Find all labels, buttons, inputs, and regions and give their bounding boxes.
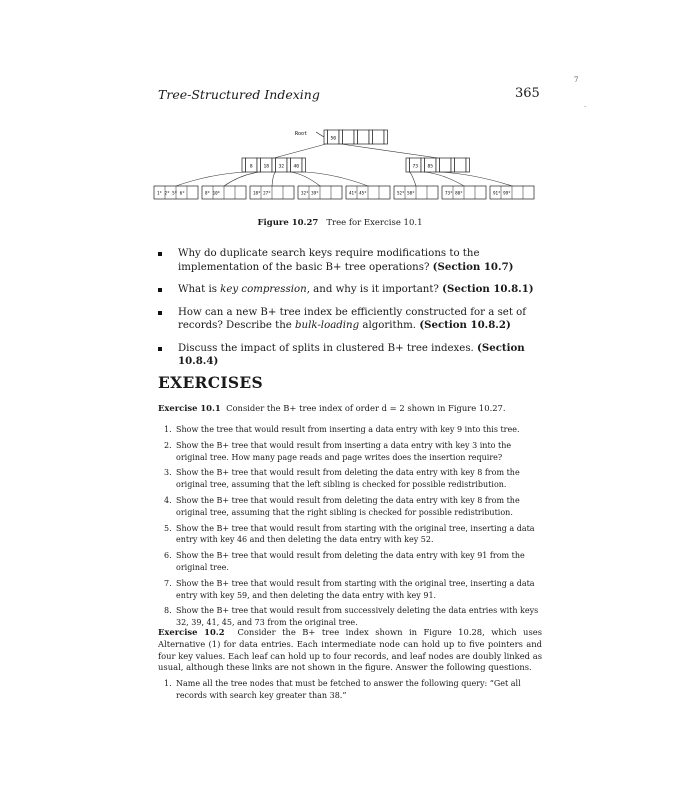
pointer-cell — [324, 130, 328, 144]
leaf-node — [202, 186, 246, 199]
leaf-entries: 52* 58* — [397, 190, 415, 196]
exercise-1-intro — [158, 403, 542, 415]
leaf-entries: 32* 39* — [301, 190, 319, 196]
review-question-term: bulk-loading — [295, 320, 360, 331]
exercise-item — [164, 678, 540, 702]
tree-edge — [272, 172, 276, 186]
tree-edge — [274, 144, 326, 158]
running-head: Tree-Structured Indexing — [158, 87, 320, 102]
review-question-text: Why do duplicate search keys require modifications to the implementation of the basic B+ tree operations? — [178, 248, 480, 273]
key-cell — [358, 130, 370, 144]
exercise-item-number: 3. — [164, 468, 172, 478]
leaf-entries: 41* 45* — [349, 190, 367, 196]
key-value: 85 — [427, 164, 434, 170]
tree-edge — [341, 144, 438, 158]
tree-edge — [425, 172, 465, 186]
review-question-term: key compression — [220, 284, 307, 295]
leaf-node — [346, 186, 390, 199]
exercise-item — [164, 605, 540, 629]
exercise-2-label: Exercise 10.2 — [158, 627, 225, 637]
key-cell — [373, 130, 385, 144]
pointer-cell — [339, 130, 343, 144]
pointer-cell — [354, 130, 358, 144]
dot-mark: . — [584, 101, 587, 109]
leaf-entries: 1* 2* 5* 6* — [157, 190, 185, 196]
root-node — [324, 130, 388, 144]
figure-caption-label: Figure 10.27 — [257, 218, 319, 228]
b-plus-tree-figure — [150, 118, 540, 208]
leaf-entries: 8* 10* — [205, 190, 221, 196]
exercise-item-text: Show the B+ tree that would result from starting with the original tree, inserting a data entry with key 46 and then deleting the data entry with key 52. — [176, 523, 535, 545]
tree-edge — [410, 172, 417, 186]
review-question — [158, 283, 550, 297]
pointer-cell — [406, 158, 410, 172]
internal-node-right — [406, 158, 470, 172]
exercise-item — [164, 550, 540, 574]
exercise-item-text: Show the tree that would result from inserting a data entry with key 9 into this tree. — [176, 425, 520, 434]
root-label: Root — [295, 131, 308, 137]
exercise-1-items — [164, 424, 540, 633]
key-value: 50 — [330, 136, 337, 142]
leaf-node — [490, 186, 534, 199]
exercise-item-number: 6. — [164, 551, 172, 561]
exercise-2-text: Consider the B+ tree index shown in Figure 10.28, which uses Alternative (1) for data entries. Each intermediate node can hold up to five pointers and four key values. Each leaf can hold up to four records, and leaf nodes are doubly linked as usual, although these links are not shown in the figure. Answer the following questions. — [158, 627, 542, 673]
leaf-node — [250, 186, 294, 199]
pointer-cell — [242, 158, 246, 172]
review-question — [158, 342, 550, 369]
key-cell — [343, 130, 355, 144]
key-cell — [455, 158, 467, 172]
exercise-item-number: 7. — [164, 578, 172, 588]
exercise-item-text: Show the B+ tree that would result from deleting the data entry with key 8 from the original tree, assuming that the right sibling is checked for possible redistribution. — [176, 495, 520, 517]
exercise-item — [164, 578, 540, 602]
key-value: 32 — [278, 164, 285, 170]
exercise-item — [164, 523, 540, 547]
key-value: 8 — [249, 164, 253, 170]
leaf-node — [154, 186, 198, 199]
section-reference: (Section 10.7) — [432, 260, 514, 273]
review-questions-list — [158, 247, 550, 378]
pointer-cell — [421, 158, 425, 172]
exercises-heading: EXERCISES — [158, 373, 264, 392]
tree-edge — [306, 172, 369, 186]
exercise-item-text: Show the B+ tree that would result from starting with the original tree, inserting a data entry with key 59, and then deleting the data entry with key 91. — [176, 578, 535, 600]
leaf-level — [154, 186, 534, 199]
key-value: 40 — [293, 164, 300, 170]
exercise-item — [164, 424, 540, 436]
review-question-text: How can a new B+ tree index be efficiently constructed for a set of records? Describe the — [178, 306, 527, 331]
pointer-cell — [257, 158, 261, 172]
key-value: 73 — [412, 164, 419, 170]
leaf-entries: 18* 27* — [253, 190, 271, 196]
leaf-entries: 91* 99* — [493, 190, 511, 196]
exercise-item-number: 4. — [164, 495, 172, 505]
review-question-text: , and why is it important? — [306, 284, 439, 295]
exercise-1-text: Consider the B+ tree index of order d = 2 shown in Figure 10.27. — [226, 403, 506, 413]
review-question-text: algorithm. — [359, 320, 417, 331]
review-question-text: Discuss the impact of splits in clustered B+ tree indexes. — [178, 342, 474, 354]
section-reference: (Section 10.8.4) — [178, 341, 525, 367]
leaf-node — [442, 186, 486, 199]
pointer-cell — [436, 158, 440, 172]
exercise-item-number: 1. — [164, 679, 172, 688]
tree-edge — [291, 172, 321, 186]
exercise-item — [164, 495, 540, 519]
pointer-cell — [302, 158, 306, 172]
section-reference: (Section 10.8.2) — [419, 319, 511, 331]
exercise-item — [164, 440, 540, 464]
exercise-item-text: Name all the tree nodes that must be fetched to answer the following query: “Get all records with search key greater than 38.” — [176, 679, 521, 700]
page-number: 365 — [515, 86, 540, 101]
exercise-item-number: 1. — [164, 425, 172, 434]
figure-caption-text: Tree for Exercise 10.1 — [326, 218, 423, 228]
exercise-item — [164, 467, 540, 491]
exercise-1-label: Exercise 10.1 — [158, 403, 221, 413]
exercise-item-number: 8. — [164, 606, 172, 616]
pointer-cell — [466, 158, 470, 172]
tree-edge — [224, 172, 261, 186]
pointer-cell — [369, 130, 373, 144]
pointer-cell — [272, 158, 276, 172]
pointer-cell — [384, 130, 388, 144]
key-value: 18 — [263, 164, 270, 170]
exercise-item-text: Show the B+ tree that would result from inserting a data entry with key 3 into the original tree. How many page reads and page writes does the insertion require? — [176, 440, 512, 462]
exercise-item-number: 5. — [164, 523, 172, 533]
review-question-text: What is — [178, 284, 221, 295]
exercise-item-number: 2. — [164, 440, 172, 450]
leaf-node — [298, 186, 342, 199]
pointer-cell — [451, 158, 455, 172]
exercise-item-text: Show the B+ tree that would result from deleting the data entry with key 8 from the original tree, assuming that the left sibling is checked for possible redistribution. — [176, 468, 520, 490]
figure-caption — [0, 218, 680, 228]
leaf-node — [394, 186, 438, 199]
corner-mark: 7 — [574, 76, 579, 84]
tree-edge — [176, 172, 246, 186]
exercise-2-items — [164, 678, 540, 706]
exercise-item-text: Show the B+ tree that would result from successively deleting the data entries with keys 32, 39, 41, 45, and 73 from the original tree. — [176, 606, 539, 628]
key-cell — [440, 158, 452, 172]
leaf-entries: 73* 80* — [445, 190, 463, 196]
internal-node-left — [242, 158, 306, 172]
review-question — [158, 306, 550, 333]
exercise-item-text: Show the B+ tree that would result from deleting the data entry with key 91 from the original tree. — [176, 551, 525, 572]
section-reference: (Section 10.8.1) — [442, 283, 534, 295]
pointer-cell — [287, 158, 291, 172]
exercise-2-intro — [158, 627, 542, 674]
review-question — [158, 247, 550, 274]
